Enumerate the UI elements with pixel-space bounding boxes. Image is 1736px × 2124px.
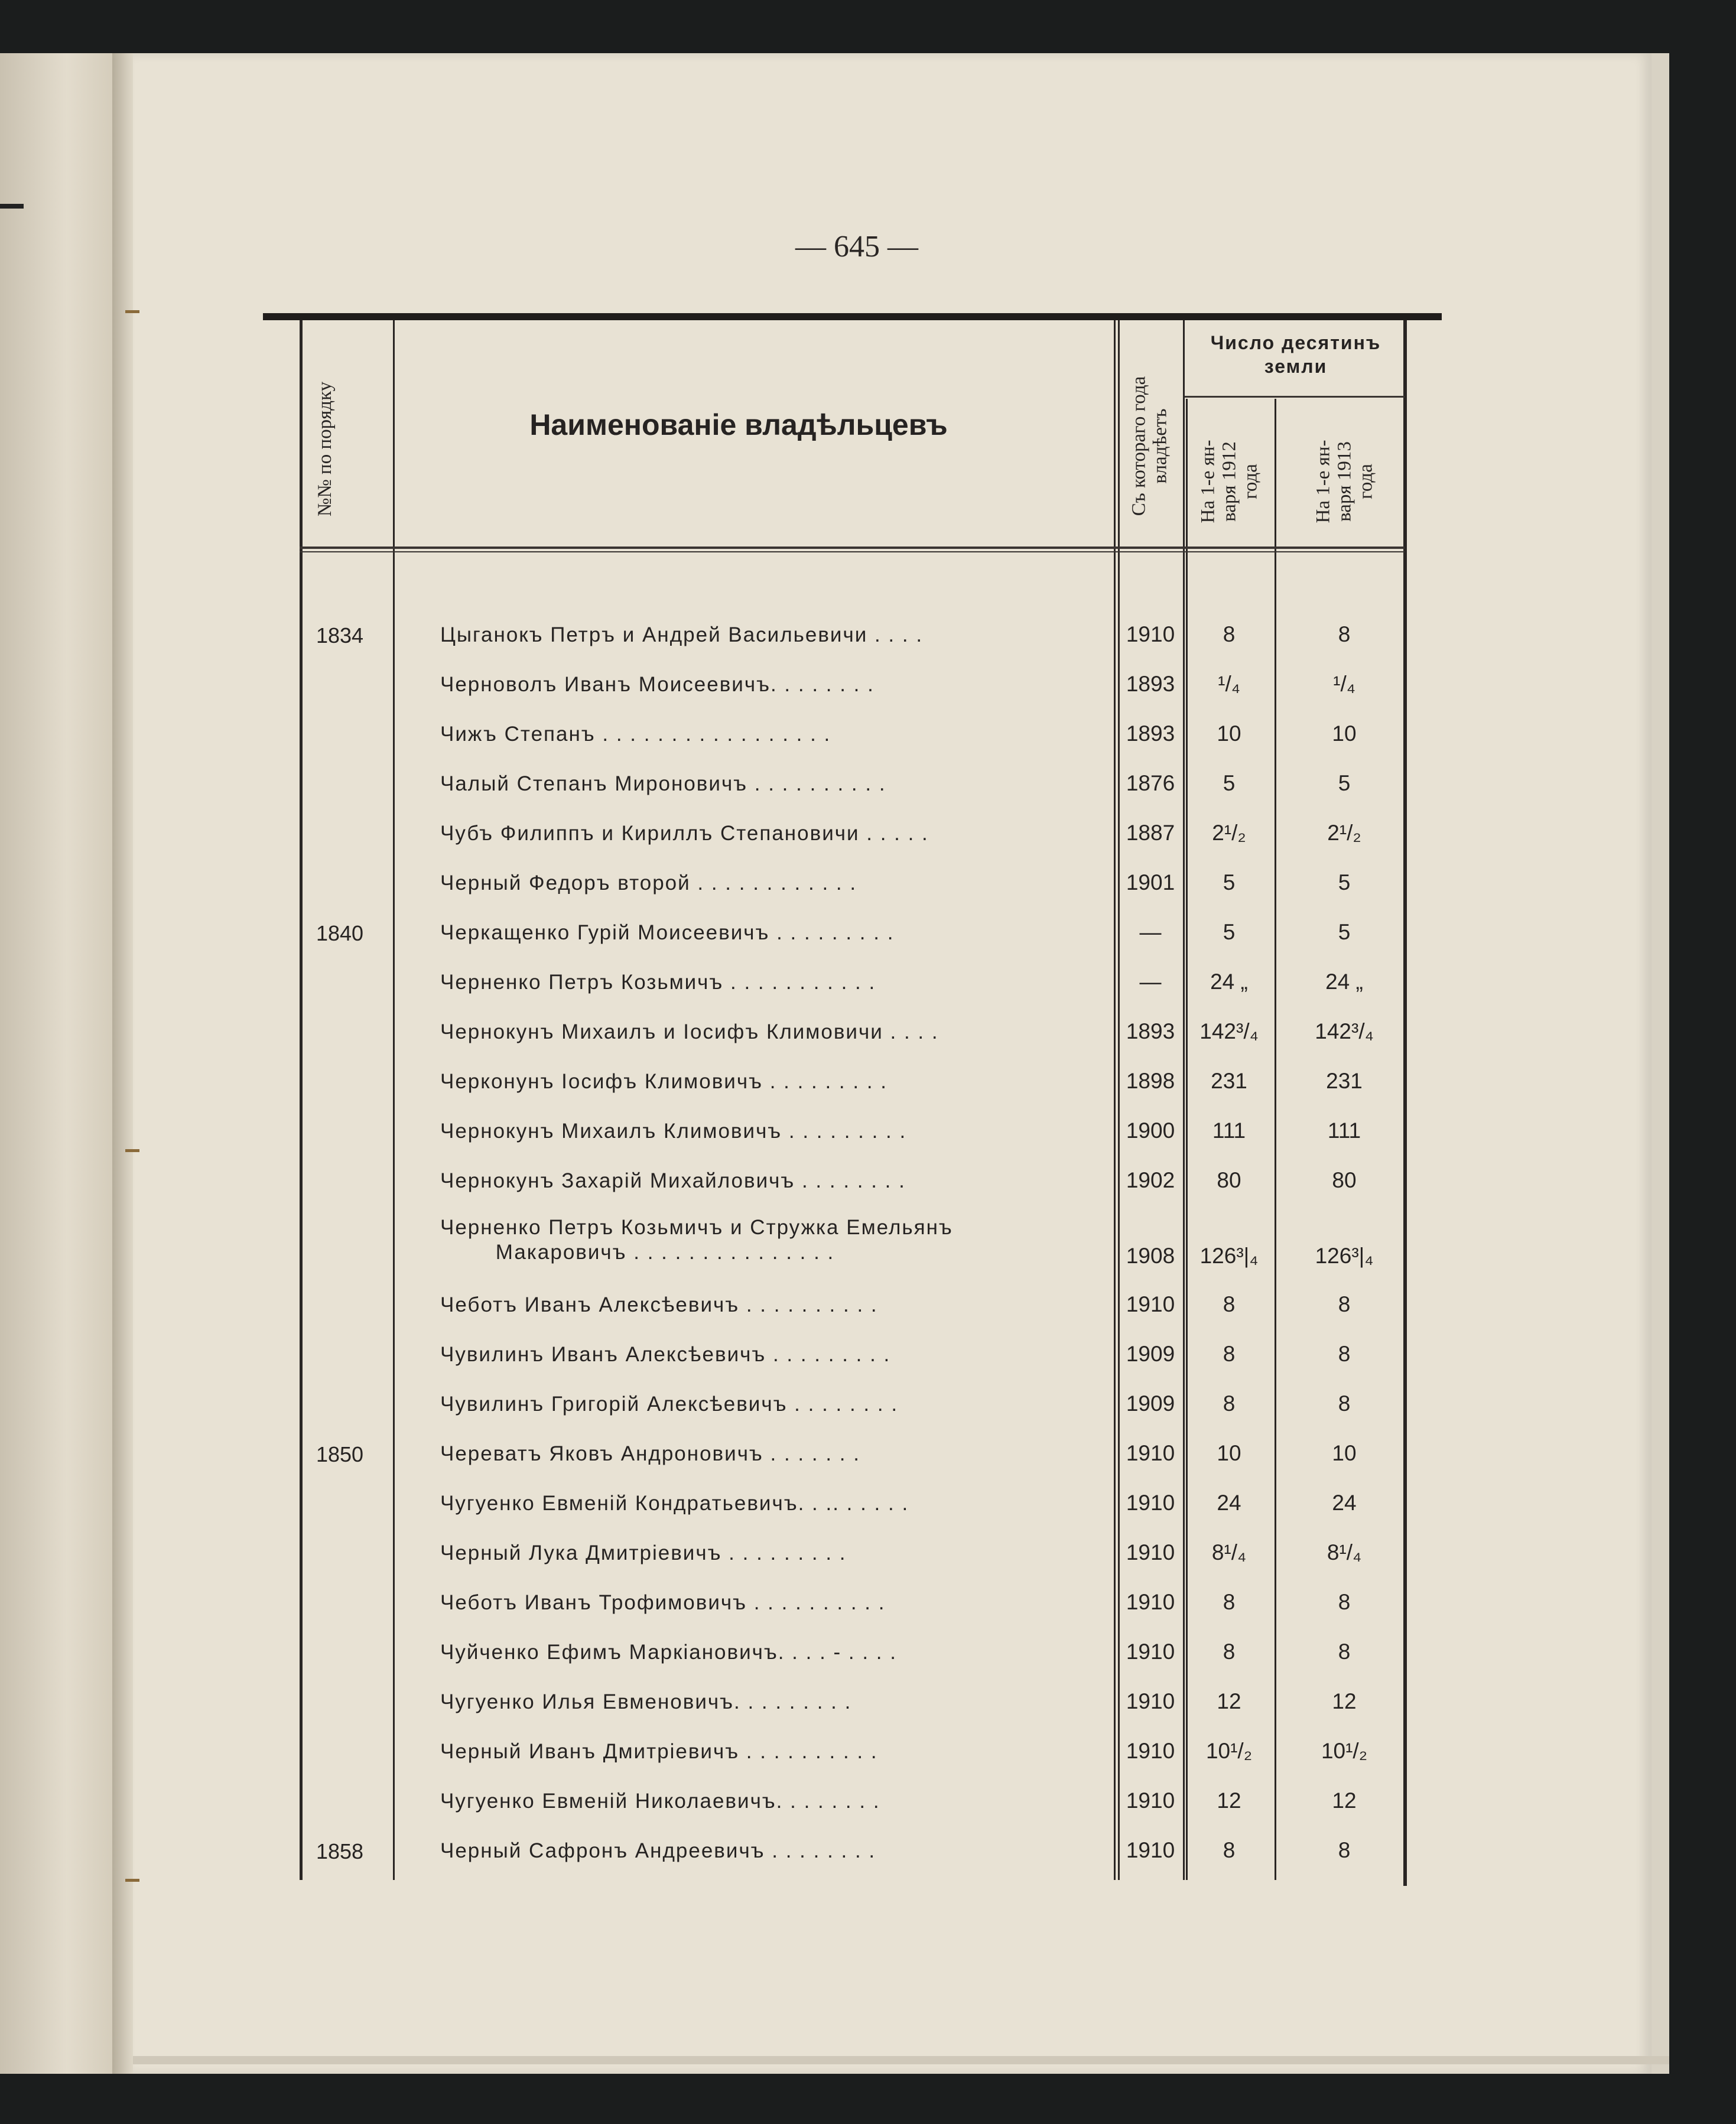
table-row bbox=[263, 611, 1442, 661]
left-page bbox=[0, 53, 121, 2074]
dessiatines-1912: 5 bbox=[1223, 771, 1236, 795]
dessiatines-1912: 8 bbox=[1223, 622, 1236, 646]
dessiatines-1913: 10 bbox=[1332, 721, 1357, 746]
owner-name: Чернокунъ Михаилъ Климовичъ . . . . . . . . . bbox=[440, 1120, 907, 1143]
header-1912: На 1-е ян- варя 1912 года bbox=[1197, 440, 1261, 523]
dessiatines-1913: 10 bbox=[1332, 1441, 1357, 1465]
dessiatines-1913: 8¹/₄ bbox=[1327, 1540, 1362, 1564]
dessiatines-1913: 8 bbox=[1338, 1342, 1351, 1366]
owner-name: Чернокунъ Захарій Михайловичъ . . . . . . . . bbox=[440, 1169, 906, 1192]
owner-name: Черный Иванъ Дмитріевичъ . . . . . . . . . . bbox=[440, 1740, 878, 1763]
owner-name: Черненко Петръ Козьмичъ . . . . . . . . . . . bbox=[440, 971, 876, 994]
owner-name: Чугуенко Евменій Кондратьевичъ. . .. . . . . . bbox=[440, 1492, 909, 1515]
table-row bbox=[263, 1728, 1442, 1778]
dessiatines-1913: 5 bbox=[1338, 870, 1351, 895]
table-row bbox=[263, 1530, 1442, 1579]
table-row bbox=[263, 760, 1442, 810]
owned-since-year: 1910 bbox=[1126, 1441, 1175, 1465]
owner-name: Чернокунъ Михаилъ и Іосифъ Климовичи . . . . bbox=[440, 1020, 939, 1043]
dessiatines-1912: 2¹/₂ bbox=[1212, 821, 1246, 845]
dessiatines-1913: 2¹/₂ bbox=[1327, 821, 1361, 845]
owned-since-year: 1910 bbox=[1126, 1739, 1175, 1763]
dessiatines-1912: 10 bbox=[1217, 721, 1241, 746]
owned-since-year: 1910 bbox=[1126, 1838, 1175, 1862]
owner-name: Чижъ Степанъ . . . . . . . . . . . . . . . . . bbox=[440, 723, 831, 746]
owner-name: Чувилинъ Иванъ Алексѣевичъ . . . . . . . . . bbox=[440, 1343, 891, 1366]
dessiatines-1913: 5 bbox=[1338, 920, 1351, 944]
owner-name: Черный Лука Дмитріевичъ . . . . . . . . . bbox=[440, 1541, 847, 1564]
dessiatines-1912: 8 bbox=[1223, 1838, 1236, 1862]
table-row bbox=[263, 1827, 1442, 1877]
table-row bbox=[263, 661, 1442, 711]
header-dessiatines: Число десятинъ земли bbox=[1210, 332, 1381, 377]
page-bottom-edge bbox=[133, 2056, 1669, 2064]
table-row bbox=[263, 1579, 1442, 1629]
row-number: 1834 bbox=[316, 623, 364, 648]
dessiatines-1912: 5 bbox=[1223, 870, 1236, 895]
header-subrule bbox=[1185, 396, 1405, 398]
owner-name: Череватъ Яковъ Андроновичъ . . . . . . . bbox=[440, 1442, 860, 1465]
owner-name: Чалый Степанъ Мироновичъ . . . . . . . . . . bbox=[440, 772, 886, 795]
owned-since-year: 1898 bbox=[1126, 1069, 1175, 1093]
dessiatines-1912: 12 bbox=[1217, 1788, 1241, 1813]
owner-name: Чугуенко Евменій Николаевичъ. . . . . . . . bbox=[440, 1790, 880, 1813]
owned-since-year: 1876 bbox=[1126, 771, 1175, 795]
owned-since-year: 1910 bbox=[1126, 1491, 1175, 1515]
owned-since-year: 1887 bbox=[1126, 821, 1175, 845]
owned-since-year: 1910 bbox=[1126, 1292, 1175, 1316]
dessiatines-1913: 10¹/₂ bbox=[1321, 1739, 1368, 1763]
dessiatines-1913: 231 bbox=[1326, 1069, 1363, 1093]
dessiatines-1912: 8 bbox=[1223, 1590, 1236, 1614]
table-row bbox=[263, 1679, 1442, 1728]
owned-since-year: 1910 bbox=[1126, 1689, 1175, 1713]
dessiatines-1912: 10¹/₂ bbox=[1205, 1739, 1253, 1763]
owned-since-year: 1908 bbox=[1126, 1244, 1175, 1268]
table-row bbox=[263, 711, 1442, 760]
dessiatines-1912: ¹/₄ bbox=[1218, 672, 1240, 696]
table-row bbox=[263, 1009, 1442, 1058]
owned-since-year: 1893 bbox=[1126, 672, 1175, 696]
owned-since-year: 1910 bbox=[1126, 622, 1175, 646]
owned-since-year: 1909 bbox=[1126, 1342, 1175, 1366]
page-number: — 645 — bbox=[795, 230, 918, 264]
dessiatines-1913: ¹/₄ bbox=[1333, 672, 1355, 696]
owner-name: Чугуенко Илья Евменовичъ. . . . . . . . . bbox=[440, 1690, 852, 1713]
table-row bbox=[263, 1480, 1442, 1530]
binding-stitch bbox=[125, 1149, 139, 1152]
dessiatines-1912: 142³/₄ bbox=[1199, 1019, 1259, 1043]
dessiatines-1913: 24 „ bbox=[1325, 970, 1363, 994]
owner-name: Чуйченко Ефимъ Маркіановичъ. . . . - . . . . bbox=[440, 1641, 897, 1664]
dessiatines-1913: 8 bbox=[1338, 622, 1351, 646]
header-1913: На 1-е ян- варя 1913 года bbox=[1312, 440, 1376, 523]
table-row bbox=[263, 1629, 1442, 1679]
header-owners-name: Наименованіе владѣльцевъ bbox=[529, 408, 948, 441]
owned-since-year: 1900 bbox=[1126, 1118, 1175, 1143]
dessiatines-1913: 8 bbox=[1338, 1838, 1351, 1862]
dessiatines-1913: 5 bbox=[1338, 771, 1351, 795]
owner-name: Черкащенко Гурій Моисеевичъ . . . . . . . . . bbox=[440, 921, 895, 944]
owner-name: Черконунъ Іосифъ Климовичъ . . . . . . . . . bbox=[440, 1070, 887, 1093]
table-row bbox=[263, 909, 1442, 959]
dessiatines-1912: 10 bbox=[1217, 1441, 1241, 1465]
dessiatines-1912: 24 bbox=[1217, 1491, 1241, 1515]
dessiatines-1912: 8 bbox=[1223, 1342, 1236, 1366]
table-row bbox=[263, 959, 1442, 1009]
owner-name: Чеботъ Иванъ Алексѣевичъ . . . . . . . . . . bbox=[440, 1293, 878, 1316]
table-row bbox=[263, 860, 1442, 909]
dessiatines-1912: 111 bbox=[1212, 1118, 1246, 1143]
owner-name: Чеботъ Иванъ Трофимовичъ . . . . . . . . . . bbox=[440, 1591, 886, 1614]
table-row bbox=[263, 1381, 1442, 1430]
row-number: 1840 bbox=[316, 921, 364, 945]
owned-since-year: 1909 bbox=[1126, 1391, 1175, 1416]
binding-stitch bbox=[125, 1879, 139, 1882]
owner-name: Чувилинъ Григорій Алексѣевичъ . . . . . . . . bbox=[440, 1393, 899, 1416]
owner-name: Черный Федоръ второй . . . . . . . . . . . . bbox=[440, 871, 857, 895]
dessiatines-1912: 8 bbox=[1223, 1391, 1236, 1416]
owned-since-year: — bbox=[1139, 970, 1162, 994]
owned-since-year: 1902 bbox=[1126, 1168, 1175, 1192]
dessiatines-1912: 24 „ bbox=[1210, 970, 1248, 994]
header-number: №№ по порядку bbox=[314, 381, 336, 517]
page-edge bbox=[1652, 53, 1669, 2074]
table-row bbox=[263, 1108, 1442, 1157]
table-row bbox=[263, 1331, 1442, 1381]
binding-stitch bbox=[125, 310, 139, 313]
owner-name: Чубъ Филиппъ и Кириллъ Степановичи . . . . . bbox=[440, 822, 929, 845]
dessiatines-1912: 8 bbox=[1223, 1292, 1236, 1316]
owner-name: Черненко Петръ Козьмичъ и Стружка Емельянъ Макаровичъ . . . . . . . . . . . . . . . bbox=[440, 1216, 953, 1264]
dessiatines-1912: 5 bbox=[1223, 920, 1236, 944]
dessiatines-1913: 24 bbox=[1332, 1491, 1357, 1515]
dessiatines-1913: 80 bbox=[1332, 1168, 1357, 1192]
owned-since-year: 1901 bbox=[1126, 870, 1175, 895]
table-row bbox=[263, 1058, 1442, 1108]
table-top-rule bbox=[263, 313, 1442, 320]
dessiatines-1913: 8 bbox=[1338, 1391, 1351, 1416]
dessiatines-1913: 8 bbox=[1338, 1590, 1351, 1614]
owners-table bbox=[263, 313, 1442, 1891]
dessiatines-1913: 12 bbox=[1332, 1689, 1357, 1713]
owner-name: Черноволъ Иванъ Моисеевичъ. . . . . . . . bbox=[440, 673, 874, 696]
dessiatines-1913: 142³/₄ bbox=[1315, 1019, 1374, 1043]
owned-since-year: 1910 bbox=[1126, 1590, 1175, 1614]
owned-since-year: 1910 bbox=[1126, 1640, 1175, 1664]
dessiatines-1912: 126³|₄ bbox=[1199, 1244, 1259, 1268]
table-row bbox=[263, 810, 1442, 860]
owned-since-year: 1910 bbox=[1126, 1540, 1175, 1564]
table-row bbox=[263, 1778, 1442, 1827]
dessiatines-1912: 8 bbox=[1223, 1640, 1236, 1664]
dessiatines-1913: 12 bbox=[1332, 1788, 1357, 1813]
left-page-mark bbox=[0, 204, 24, 209]
dessiatines-1913: 111 bbox=[1327, 1118, 1361, 1143]
owned-since-year: — bbox=[1139, 920, 1162, 944]
table-row bbox=[263, 1207, 1442, 1281]
header-year: Съ котораго года владѣетъ bbox=[1128, 376, 1171, 516]
row-number: 1850 bbox=[316, 1442, 364, 1466]
dessiatines-1912: 80 bbox=[1217, 1168, 1241, 1192]
table-row bbox=[263, 1281, 1442, 1331]
owned-since-year: 1893 bbox=[1126, 721, 1175, 746]
owner-name: Черный Сафронъ Андреевичъ . . . . . . . . bbox=[440, 1839, 876, 1862]
dessiatines-1912: 12 bbox=[1217, 1689, 1241, 1713]
row-number: 1858 bbox=[316, 1839, 364, 1863]
dessiatines-1912: 231 bbox=[1211, 1069, 1247, 1093]
dessiatines-1913: 8 bbox=[1338, 1292, 1351, 1316]
dessiatines-1912: 8¹/₄ bbox=[1211, 1540, 1247, 1564]
dessiatines-1913: 126³|₄ bbox=[1315, 1244, 1374, 1268]
owned-since-year: 1893 bbox=[1126, 1019, 1175, 1043]
table-row bbox=[263, 1430, 1442, 1480]
owned-since-year: 1910 bbox=[1126, 1788, 1175, 1813]
dessiatines-1913: 8 bbox=[1338, 1640, 1351, 1664]
owner-name: Цыганокъ Петръ и Андрей Васильевичи . . . . bbox=[440, 623, 924, 646]
table-row bbox=[263, 1157, 1442, 1207]
